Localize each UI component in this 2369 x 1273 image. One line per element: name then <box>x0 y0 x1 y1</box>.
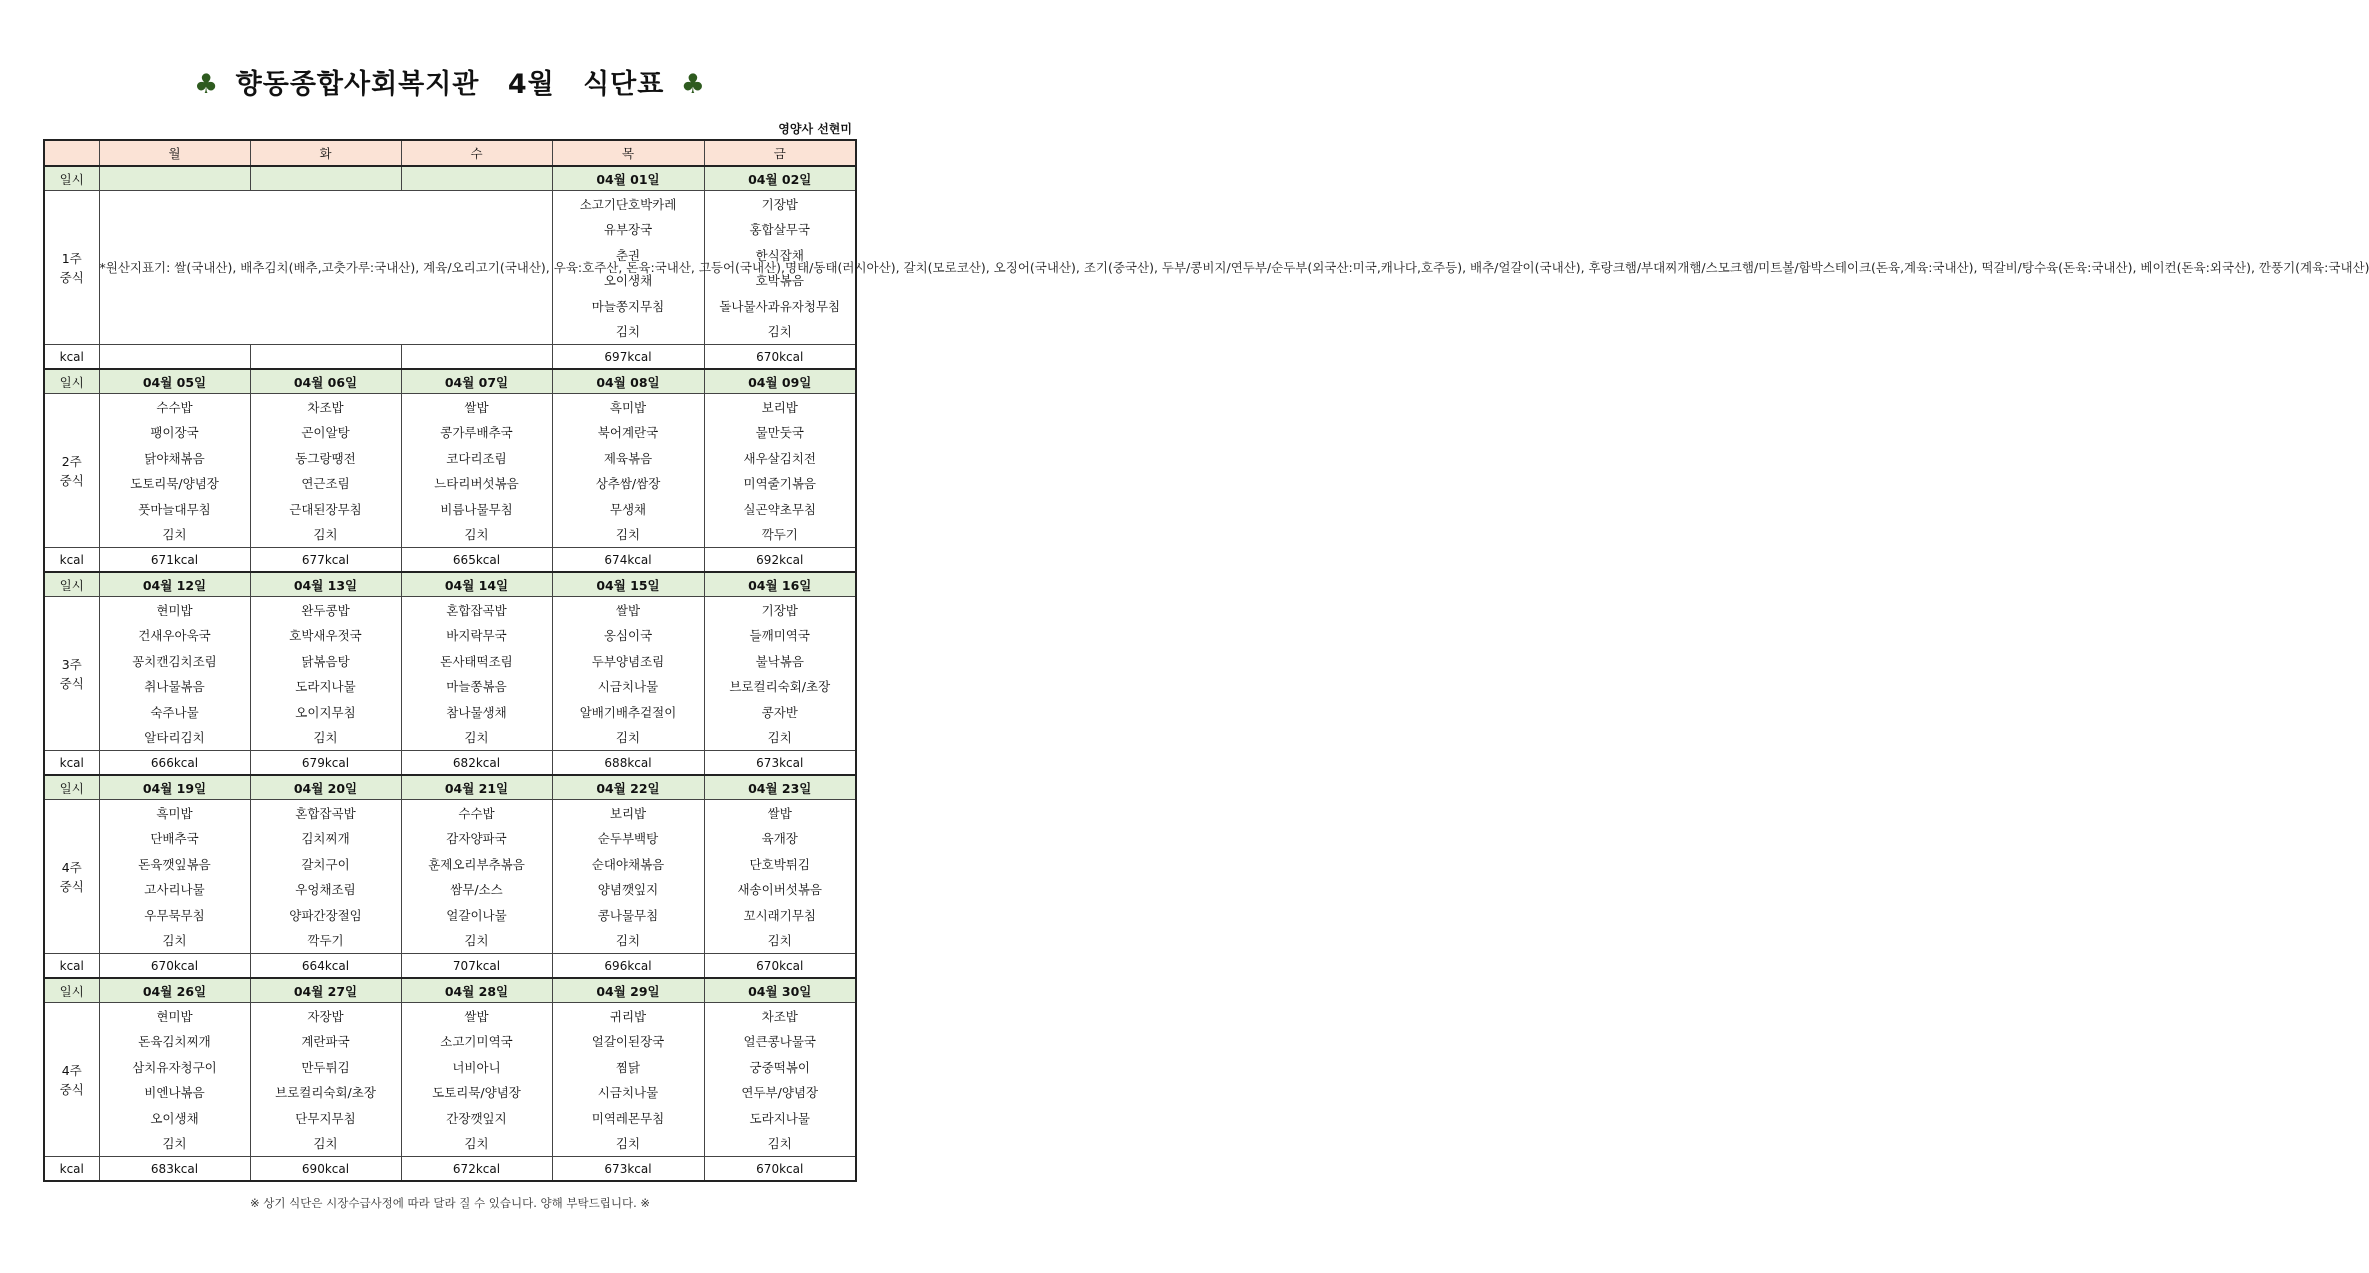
kcal-cell: 674kcal <box>552 548 704 573</box>
dish-item: 오이지무침 <box>250 699 401 725</box>
dish-item: 단배추국 <box>99 826 250 852</box>
date-cell <box>250 166 401 191</box>
dish-item: 꽁치캔김치조림 <box>99 648 250 674</box>
kcal-row-label: kcal <box>44 345 99 370</box>
dish-item: 삼치유자청구이 <box>99 1054 250 1080</box>
dish-item: 김치 <box>99 1131 250 1157</box>
dish-item: 흑미밥 <box>99 800 250 826</box>
dish-item: 얼갈이나물 <box>401 902 552 928</box>
kcal-cell: 670kcal <box>704 954 856 979</box>
meal-type: 중식 <box>59 675 84 691</box>
dish-item: 자장밥 <box>250 1003 401 1029</box>
dish-item: 보리밥 <box>552 800 704 826</box>
dish-item: 새우살김치전 <box>704 445 856 471</box>
dish-item: 두부양념조림 <box>552 648 704 674</box>
dish-item: 오이생채 <box>552 268 704 294</box>
weekday-header-row <box>44 140 856 166</box>
dish-item: 너비아니 <box>401 1054 552 1080</box>
dish-item: 얼갈이된장국 <box>552 1029 704 1055</box>
date-cell <box>401 166 552 191</box>
dish-item: 단호박튀김 <box>704 851 856 877</box>
dish-item: 혼합잡곡밥 <box>250 800 401 826</box>
dish-item: 코다리조림 <box>401 445 552 471</box>
dish-row <box>44 522 856 548</box>
dish-item: 풋마늘대무침 <box>99 496 250 522</box>
dish-item: 마늘쫑볶음 <box>401 674 552 700</box>
dish-item: 김치 <box>552 928 704 954</box>
week-label <box>44 394 99 548</box>
dish-item: 계란파국 <box>250 1029 401 1055</box>
dish-item: 들깨미역국 <box>704 623 856 649</box>
dish-item: 비엔나볶음 <box>99 1080 250 1106</box>
dish-item: 수수밥 <box>99 394 250 420</box>
dish-item: 홍합살무국 <box>704 217 856 243</box>
date-cell: 04월 21일 <box>401 775 552 800</box>
week-number: 1주 <box>61 250 82 266</box>
dish-item: 느타리버섯볶음 <box>401 471 552 497</box>
kcal-cell: 696kcal <box>552 954 704 979</box>
dish-item: 만두튀김 <box>250 1054 401 1080</box>
date-row <box>44 166 856 191</box>
kcal-row-label: kcal <box>44 751 99 776</box>
date-row <box>44 369 856 394</box>
dish-item: 수수밥 <box>401 800 552 826</box>
dish-row <box>44 648 856 674</box>
dish-item: 김치 <box>250 1131 401 1157</box>
kcal-cell: 673kcal <box>552 1157 704 1182</box>
dish-item: 춘권 <box>552 242 704 268</box>
dish-row <box>44 1003 856 1029</box>
dish-item: 귀리밥 <box>552 1003 704 1029</box>
dish-item: 김치 <box>401 725 552 751</box>
dish-item: 돈육김치찌개 <box>99 1029 250 1055</box>
kcal-cell: 692kcal <box>704 548 856 573</box>
date-cell: 04월 20일 <box>250 775 401 800</box>
dish-row <box>44 826 856 852</box>
date-cell: 04월 02일 <box>704 166 856 191</box>
dietitian-name: 영양사 선현미 <box>778 122 852 136</box>
page-title <box>0 62 900 101</box>
dish-item: 도토리묵/양념장 <box>401 1080 552 1106</box>
dish-item: 미역레몬무침 <box>552 1105 704 1131</box>
dish-item: 혼합잡곡밥 <box>401 597 552 623</box>
dish-item: 실곤약초무침 <box>704 496 856 522</box>
kcal-cell: 683kcal <box>99 1157 250 1182</box>
dish-item: 기장밥 <box>704 597 856 623</box>
dish-item: 닭볶음탕 <box>250 648 401 674</box>
dish-item: 김치 <box>704 1131 856 1157</box>
dish-item: 완두콩밥 <box>250 597 401 623</box>
dish-item: 우무묵무침 <box>99 902 250 928</box>
date-row-label: 일시 <box>44 978 99 1003</box>
dish-item: 깍두기 <box>704 522 856 548</box>
dish-item: 제육볶음 <box>552 445 704 471</box>
dish-item: 시금치나물 <box>552 1080 704 1106</box>
dish-item: 근대된장무침 <box>250 496 401 522</box>
dish-item: 흑미밥 <box>552 394 704 420</box>
dish-row <box>44 420 856 446</box>
date-cell: 04월 14일 <box>401 572 552 597</box>
dish-item: 현미밥 <box>99 597 250 623</box>
dish-row <box>44 851 856 877</box>
kcal-row <box>44 751 856 776</box>
dish-row <box>44 877 856 903</box>
dish-item: 도라지나물 <box>704 1105 856 1131</box>
weekday-header: 화 <box>250 140 401 166</box>
date-cell: 04월 09일 <box>704 369 856 394</box>
week-label <box>44 597 99 751</box>
weekday-header: 월 <box>99 140 250 166</box>
kcal-row <box>44 548 856 573</box>
dish-item: 김치 <box>250 522 401 548</box>
kcal-cell: 682kcal <box>401 751 552 776</box>
kcal-cell: 673kcal <box>704 751 856 776</box>
kcal-cell: 664kcal <box>250 954 401 979</box>
kcal-cell: 707kcal <box>401 954 552 979</box>
date-cell: 04월 29일 <box>552 978 704 1003</box>
dish-row <box>44 471 856 497</box>
meal-type: 중식 <box>59 472 84 488</box>
date-cell: 04월 01일 <box>552 166 704 191</box>
week-number: 4주 <box>61 859 82 875</box>
dish-row <box>44 1029 856 1055</box>
dish-item: 차조밥 <box>704 1003 856 1029</box>
kcal-row <box>44 1157 856 1182</box>
dish-item: 동그랑땡전 <box>250 445 401 471</box>
dish-item: 취나물볶음 <box>99 674 250 700</box>
date-cell: 04월 06일 <box>250 369 401 394</box>
dish-item: 오이생채 <box>99 1105 250 1131</box>
dish-row <box>44 1080 856 1106</box>
date-cell: 04월 26일 <box>99 978 250 1003</box>
kcal-row-label: kcal <box>44 548 99 573</box>
dish-item: 브로컬리숙회/초장 <box>704 674 856 700</box>
kcal-cell: 679kcal <box>250 751 401 776</box>
kcal-cell: 666kcal <box>99 751 250 776</box>
weekday-header: 금 <box>704 140 856 166</box>
dish-item: 우엉채조림 <box>250 877 401 903</box>
kcal-cell: 670kcal <box>704 1157 856 1182</box>
dish-item: 바지락무국 <box>401 623 552 649</box>
dish-row <box>44 800 856 826</box>
dish-item: 마늘쫑지무침 <box>552 293 704 319</box>
kcal-cell <box>401 345 552 370</box>
date-row-label: 일시 <box>44 166 99 191</box>
dish-row <box>44 394 856 420</box>
org-name: 향동종합사회복지관 <box>235 69 480 100</box>
dish-item: 브로컬리숙회/초장 <box>250 1080 401 1106</box>
week-label <box>44 191 99 345</box>
dish-item: 김치 <box>704 319 856 345</box>
date-row <box>44 978 856 1003</box>
dish-item: 꼬시래기무침 <box>704 902 856 928</box>
dish-row <box>44 699 856 725</box>
dish-item: 옹심이국 <box>552 623 704 649</box>
kcal-row-label: kcal <box>44 1157 99 1182</box>
date-cell: 04월 23일 <box>704 775 856 800</box>
dish-item: 순두부백탕 <box>552 826 704 852</box>
club-icon-left: ♣ <box>194 69 220 100</box>
week-label <box>44 1003 99 1157</box>
dish-item: 쌈무/소스 <box>401 877 552 903</box>
dish-item: 보리밥 <box>704 394 856 420</box>
dish-item: 갈치구이 <box>250 851 401 877</box>
dish-item: 콩가루배추국 <box>401 420 552 446</box>
dish-item: 유부장국 <box>552 217 704 243</box>
dish-item: 간장깻잎지 <box>401 1105 552 1131</box>
dish-item: 김치 <box>552 725 704 751</box>
menu-table <box>43 139 2369 1182</box>
dish-item: 건새우아욱국 <box>99 623 250 649</box>
kcal-cell: 671kcal <box>99 548 250 573</box>
dish-row <box>44 902 856 928</box>
dish-item: 연두부/양념장 <box>704 1080 856 1106</box>
week-number: 3주 <box>61 656 82 672</box>
menu-word: 식단표 <box>583 69 665 100</box>
dish-item: 육개장 <box>704 826 856 852</box>
dish-item: 미역줄기볶음 <box>704 471 856 497</box>
dish-item: 연근조림 <box>250 471 401 497</box>
kcal-cell <box>250 345 401 370</box>
dish-item: 닭야채볶음 <box>99 445 250 471</box>
dish-item: 무생채 <box>552 496 704 522</box>
date-cell: 04월 07일 <box>401 369 552 394</box>
date-cell: 04월 27일 <box>250 978 401 1003</box>
weekday-header: 수 <box>401 140 552 166</box>
dish-item: 김치 <box>250 725 401 751</box>
dish-row <box>44 496 856 522</box>
dish-item: 김치 <box>552 522 704 548</box>
dish-item: 훈제오리부추볶음 <box>401 851 552 877</box>
dish-item: 비름나물무침 <box>401 496 552 522</box>
dish-item: 김치 <box>99 522 250 548</box>
dish-item: 김치 <box>401 1131 552 1157</box>
kcal-cell: 670kcal <box>704 345 856 370</box>
dish-row <box>44 597 856 623</box>
dish-item: 김치 <box>704 725 856 751</box>
dish-item: 돈육깻잎볶음 <box>99 851 250 877</box>
dish-row <box>44 928 856 954</box>
header-corner <box>44 140 99 166</box>
dish-item: 콩자반 <box>704 699 856 725</box>
dish-row <box>44 1131 856 1157</box>
dish-item: 참나물생채 <box>401 699 552 725</box>
dish-item: 김치 <box>401 522 552 548</box>
dish-row <box>44 1105 856 1131</box>
date-cell: 04월 08일 <box>552 369 704 394</box>
dish-item: 쌀밥 <box>704 800 856 826</box>
dish-item: 양파간장절임 <box>250 902 401 928</box>
dish-item: 곤이알탕 <box>250 420 401 446</box>
dish-item: 김치 <box>401 928 552 954</box>
dish-item: 불낙볶음 <box>704 648 856 674</box>
date-row-label: 일시 <box>44 572 99 597</box>
dish-item: 팽이장국 <box>99 420 250 446</box>
dish-item: 도토리묵/양념장 <box>99 471 250 497</box>
kcal-row <box>44 954 856 979</box>
dish-item: 김치 <box>99 928 250 954</box>
dish-row <box>44 1054 856 1080</box>
date-cell: 04월 28일 <box>401 978 552 1003</box>
dish-row <box>44 725 856 751</box>
week-number: 4주 <box>61 1062 82 1078</box>
dish-item: 김치 <box>552 319 704 345</box>
origin-notice: *원산지표기: 쌀(국내산), 배추김치(배추,고춧가루:국내산), 계육/오리고기(국내산), 우육:호주산, 돈육:국내산, 고등어(국내산),명태/동태(러시아산), 갈치(모로코산), 오징어(국내산), 조기(중국산), 두부/콩비지/연두부/순두부(외국산:미국,캐나다,호주등), 배추/얼갈이(국내산), 후랑크햄/부대찌개햄/스모크햄/미트볼/함박스테이크(돈육,계육:국내산), 떡갈비/탕수육(돈육:국내산), 베이컨(돈육:외국산), 깐풍기(계육:국내산) <box>99 191 552 345</box>
date-row <box>44 775 856 800</box>
dish-row <box>44 445 856 471</box>
dish-item: 차조밥 <box>250 394 401 420</box>
kcal-cell <box>99 345 250 370</box>
date-cell: 04월 15일 <box>552 572 704 597</box>
dish-item: 쌀밥 <box>401 394 552 420</box>
dish-item: 도라지나물 <box>250 674 401 700</box>
dish-item: 돌나물사과유자청무침 <box>704 293 856 319</box>
date-cell: 04월 13일 <box>250 572 401 597</box>
date-cell: 04월 30일 <box>704 978 856 1003</box>
week-label <box>44 800 99 954</box>
date-row <box>44 572 856 597</box>
date-cell <box>99 166 250 191</box>
dish-item: 감자양파국 <box>401 826 552 852</box>
dish-item: 소고기미역국 <box>401 1029 552 1055</box>
kcal-cell: 670kcal <box>99 954 250 979</box>
dish-item: 김치 <box>704 928 856 954</box>
dish-item: 김치찌개 <box>250 826 401 852</box>
date-cell: 04월 05일 <box>99 369 250 394</box>
meal-type: 중식 <box>59 269 84 285</box>
kcal-cell: 690kcal <box>250 1157 401 1182</box>
dish-item: 순대야채볶음 <box>552 851 704 877</box>
dish-item: 궁중떡볶이 <box>704 1054 856 1080</box>
date-cell: 04월 12일 <box>99 572 250 597</box>
dish-row <box>44 623 856 649</box>
kcal-row-label: kcal <box>44 954 99 979</box>
date-cell: 04월 19일 <box>99 775 250 800</box>
dish-item: 쌀밥 <box>401 1003 552 1029</box>
date-row-label: 일시 <box>44 775 99 800</box>
dish-item: 새송이버섯볶음 <box>704 877 856 903</box>
dish-item: 콩나물무침 <box>552 902 704 928</box>
menu-body <box>44 166 2369 1181</box>
dish-item: 소고기단호박카레 <box>552 191 704 217</box>
dish-item: 물만둣국 <box>704 420 856 446</box>
dish-item: 북어계란국 <box>552 420 704 446</box>
dish-item: 숙주나물 <box>99 699 250 725</box>
club-icon-right: ♣ <box>680 69 706 100</box>
dish-item: 호박새우젓국 <box>250 623 401 649</box>
dish-item: 단무지무침 <box>250 1105 401 1131</box>
dish-item: 찜닭 <box>552 1054 704 1080</box>
dish-item: 고사리나물 <box>99 877 250 903</box>
dish-item: 알타리김치 <box>99 725 250 751</box>
dish-item: 상추쌈/쌈장 <box>552 471 704 497</box>
dish-item: 깍두기 <box>250 928 401 954</box>
dish-item: 돈사태떡조림 <box>401 648 552 674</box>
kcal-cell: 672kcal <box>401 1157 552 1182</box>
dish-item: 기장밥 <box>704 191 856 217</box>
menu-month: 4월 <box>507 69 555 100</box>
date-cell: 04월 22일 <box>552 775 704 800</box>
dish-item: 얼큰콩나물국 <box>704 1029 856 1055</box>
dish-item: 시금치나물 <box>552 674 704 700</box>
dish-row <box>44 674 856 700</box>
meal-type: 중식 <box>59 878 84 894</box>
dish-item: 김치 <box>552 1131 704 1157</box>
meal-type: 중식 <box>59 1081 84 1097</box>
date-cell: 04월 16일 <box>704 572 856 597</box>
kcal-row <box>44 345 856 370</box>
dish-item: 양념깻잎지 <box>552 877 704 903</box>
kcal-cell: 677kcal <box>250 548 401 573</box>
kcal-cell: 697kcal <box>552 345 704 370</box>
dish-item: 알배기배추겉절이 <box>552 699 704 725</box>
kcal-cell: 665kcal <box>401 548 552 573</box>
dish-item: 호박볶음 <box>704 268 856 294</box>
kcal-cell: 688kcal <box>552 751 704 776</box>
dish-item: 쌀밥 <box>552 597 704 623</box>
footer-notice: ※ 상기 식단은 시장수급사정에 따라 달라 질 수 있습니다. 양해 부탁드립니다. ※ <box>249 1196 651 1210</box>
dish-row <box>44 191 856 217</box>
dish-item: 한식잡채 <box>704 242 856 268</box>
dish-item: 현미밥 <box>99 1003 250 1029</box>
week-number: 2주 <box>61 453 82 469</box>
date-row-label: 일시 <box>44 369 99 394</box>
weekday-header: 목 <box>552 140 704 166</box>
